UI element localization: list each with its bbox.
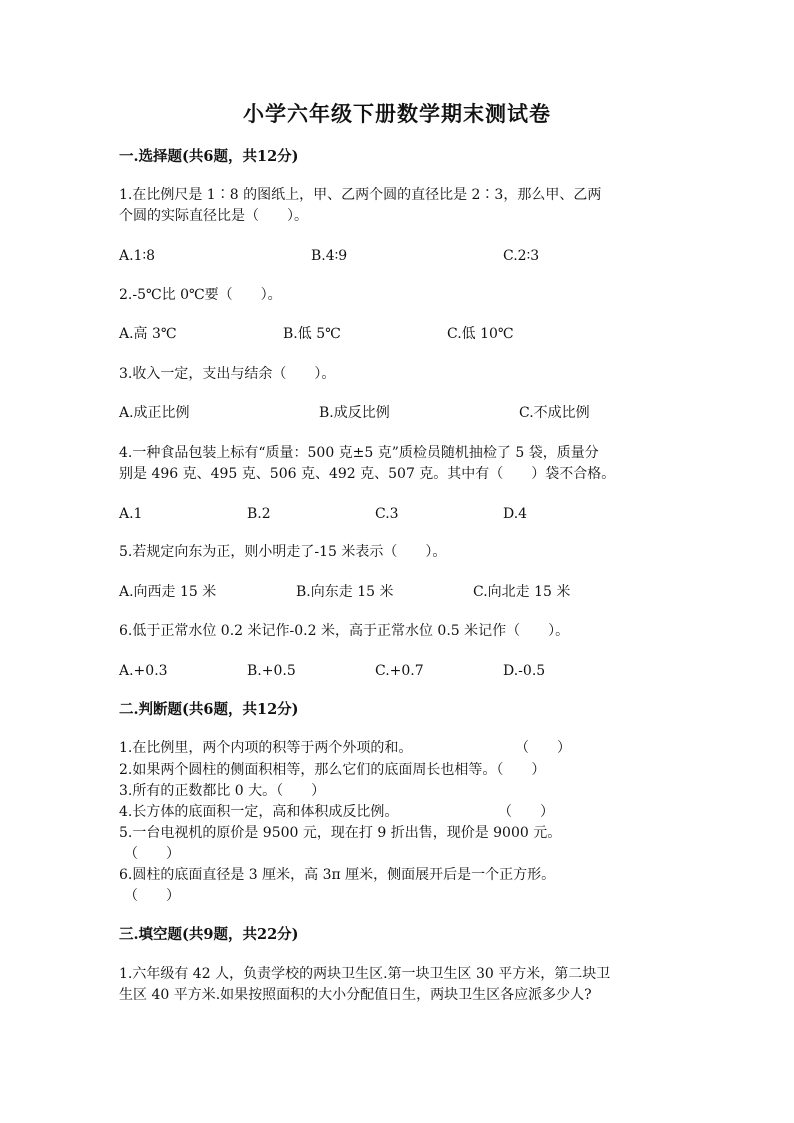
question-2-option-a: A.高 3℃ (119, 326, 177, 342)
judgement-5-answer-blank: （ ） (124, 846, 180, 862)
judgement-5: 5.一台电视机的原价是 9500 元，现在打 9 折出售，现价是 9000 元。 (119, 825, 562, 841)
question-5-option-c: C.向北走 15 米 (473, 584, 571, 600)
question-1-option-c: C.2∶3 (503, 248, 540, 264)
question-1-line-1: 1.在比例尺是 1∶8 的图纸上，甲、乙两个圆的直径比是 2∶3，那么甲、乙两 (119, 187, 602, 203)
question-6-option-d: D.-0.5 (503, 663, 546, 679)
section-heading-fill: 三.填空题(共9题，共22分) (119, 926, 299, 943)
judgement-4: 4.长方体的底面积一定，高和体积成反比例。 (119, 804, 399, 820)
judgement-6: 6.圆柱的底面直径是 3 厘米，高 3π 厘米，侧面展开后是一个正方形。 (119, 867, 556, 883)
question-2-option-c: C.低 10℃ (447, 326, 514, 342)
judgement-6-answer-blank: （ ） (124, 888, 180, 904)
question-1-line-2: 个圆的实际直径比是（ ）。 (119, 208, 308, 224)
fill-question-1-line-1: 1.六年级有 42 人，负责学校的两块卫生区.第一块卫生区 30 平方米，第二块卫 (119, 966, 611, 982)
judgement-2: 2.如果两个圆柱的侧面积相等，那么它们的底面周长也相等。（ ） (119, 762, 546, 778)
question-3-option-b: B.成反比例 (319, 405, 390, 421)
question-5-line-1: 5.若规定向东为正，则小明走了-15 米表示（ ）。 (119, 544, 447, 560)
judgement-1-answer-blank: （ ） (515, 740, 571, 756)
section-heading-judgement: 二.判断题(共6题，共12分) (119, 701, 299, 718)
question-4-option-c: C.3 (375, 506, 399, 522)
question-2-option-b: B.低 5℃ (283, 326, 341, 342)
question-3-option-c: C.不成比例 (519, 405, 590, 421)
fill-question-1-line-2: 生区 40 平方米.如果按照面积的大小分配值日生，两块卫生区各应派多少人? (119, 987, 592, 1003)
question-4-option-a: A.1 (119, 506, 143, 522)
question-4-line-2: 别是 496 克、495 克、506 克、492 克、507 克。其中有（ ）袋不合格。 (119, 466, 616, 482)
judgement-3: 3.所有的正数都比 0 大。（ ） (119, 783, 326, 799)
question-6-line-1: 6.低于正常水位 0.2 米记作-0.2 米，高于正常水位 0.5 米记作（ ）。 (119, 623, 570, 639)
question-3-option-a: A.成正比例 (119, 405, 190, 421)
question-6-option-c: C.+0.7 (375, 663, 424, 679)
question-1-option-b: B.4∶9 (311, 248, 348, 264)
question-4-option-b: B.2 (247, 506, 271, 522)
question-2-line-1: 2.-5℃比 0℃要（ ）。 (119, 287, 282, 303)
section-heading-choice: 一.选择题(共6题，共12分) (119, 148, 299, 165)
judgement-4-answer-blank: （ ） (498, 804, 554, 820)
question-5-option-a: A.向西走 15 米 (119, 584, 217, 600)
question-4-option-d: D.4 (503, 506, 528, 522)
question-4-line-1: 4.一种食品包装上标有“质量：500 克±5 克”质检员随机抽检了 5 袋，质量分 (119, 445, 599, 461)
judgement-1: 1.在比例里，两个内项的积等于两个外项的和。 (119, 740, 413, 756)
question-1-option-a: A.1∶8 (119, 248, 156, 264)
page-title: 小学六年级下册数学期末测试卷 (243, 101, 551, 126)
question-6-option-a: A.+0.3 (119, 663, 168, 679)
question-6-option-b: B.+0.5 (247, 663, 296, 679)
question-3-line-1: 3.收入一定，支出与结余（ ）。 (119, 366, 336, 382)
question-5-option-b: B.向东走 15 米 (296, 584, 394, 600)
